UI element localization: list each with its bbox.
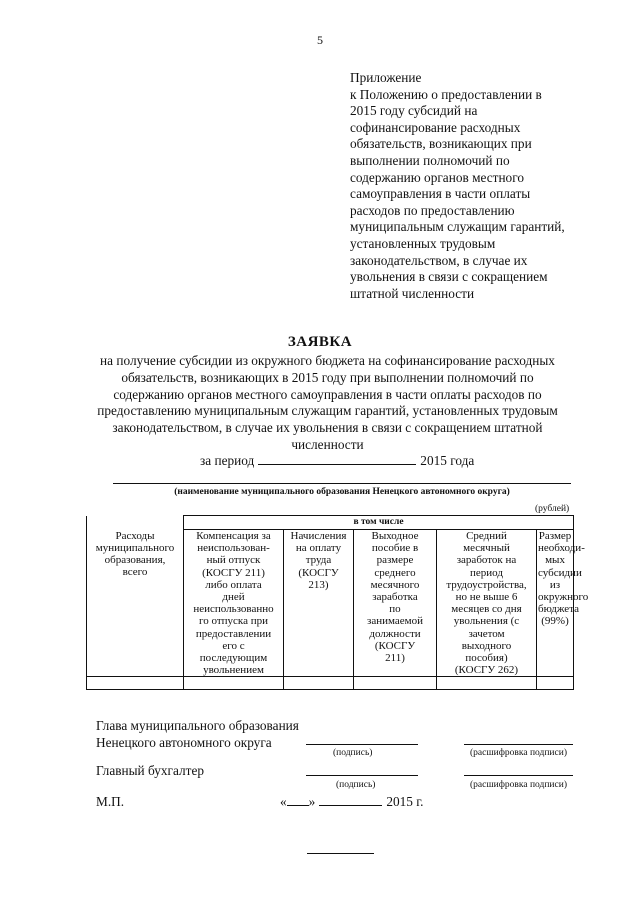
- header-line: пособие в: [371, 542, 419, 555]
- header-line: мых: [545, 554, 565, 567]
- header-line: субсидии: [538, 566, 582, 579]
- accountant-title: Главный бухгалтер: [96, 763, 205, 778]
- head-decoding-caption: (расшифровка подписи): [470, 748, 567, 758]
- header-line: (КОСГУ: [374, 639, 416, 652]
- header-line: Выходное: [371, 530, 419, 542]
- date-open-quote: «: [280, 794, 287, 809]
- header-line: (КОСГУ 262): [454, 664, 519, 677]
- date-field: [280, 793, 424, 810]
- column-header-subsidy-amount: [537, 530, 589, 677]
- table-cell[interactable]: [537, 677, 574, 690]
- subsidy-table: [86, 515, 589, 690]
- appendix-line: 2015 году субсидий на: [350, 103, 478, 119]
- header-line: месяцев со дня: [451, 603, 522, 616]
- request-line: предоставлению муниципальным служащим гарантий, установленных трудовым: [97, 403, 558, 419]
- accountant-signature-field[interactable]: [306, 775, 418, 776]
- header-line: необходи-: [538, 542, 585, 555]
- header-line: окружного: [538, 591, 589, 604]
- period-suffix: 2015 года: [420, 453, 475, 468]
- header-line: размере: [376, 554, 414, 567]
- table-cell: [87, 516, 184, 530]
- header-line: образования,: [104, 553, 166, 566]
- header-line: Расходы: [115, 529, 155, 542]
- header-line: по: [389, 603, 401, 616]
- date-day-blank[interactable]: [287, 793, 309, 806]
- header-line: из: [549, 578, 561, 591]
- date-month-blank[interactable]: [319, 793, 382, 806]
- header-line: 211): [385, 652, 405, 665]
- accountant-decoding-caption: (расшифровка подписи): [470, 780, 567, 790]
- accountant-signature-caption: (подпись): [336, 780, 376, 790]
- table-cell[interactable]: [437, 677, 537, 690]
- bottom-divider: [307, 853, 374, 854]
- appendix-line: обязательств, возникающих при: [350, 136, 532, 152]
- appendix-line: муниципальным служащим гарантий,: [350, 219, 565, 235]
- header-line: предоставлении: [195, 627, 272, 640]
- request-line: численности: [291, 436, 364, 452]
- table-header-row: [87, 530, 574, 677]
- header-line: период: [470, 566, 503, 579]
- header-line: выходного: [461, 639, 512, 652]
- request-line: содержанию органов местного самоуправления в части оплаты расходов по: [113, 386, 542, 402]
- header-line: увольнения (с: [453, 615, 520, 628]
- header-line: последующим: [199, 652, 268, 665]
- including-header: в том числе: [184, 516, 574, 530]
- header-line: занимаемой: [367, 615, 423, 628]
- header-line: го отпуска при: [198, 615, 268, 628]
- header-line: либо оплата: [205, 578, 262, 591]
- head-decoding-field[interactable]: [464, 744, 573, 745]
- head-title-line2: Ненецкого автономного округа: [96, 735, 272, 750]
- column-header-vacation-compensation: [184, 530, 284, 677]
- appendix-line: установленных трудовым: [350, 235, 496, 251]
- header-line: всего: [122, 566, 148, 579]
- appendix-line: к Положению о предоставлении в: [350, 86, 542, 102]
- seal-label: М.П.: [96, 794, 125, 809]
- header-line: Средний: [466, 530, 507, 542]
- header-line: неиспользованно: [193, 603, 274, 616]
- appendix-line: законодательством, в случае их: [350, 252, 528, 268]
- header-line: ный отпуск: [206, 554, 261, 567]
- request-line: обязательств, возникающих в 2015 году при выполнении полномочий по: [121, 369, 534, 385]
- header-line: труда: [305, 554, 332, 567]
- header-line: бюджета: [538, 603, 580, 616]
- appendix-line: штатной численности: [350, 285, 475, 301]
- appendix-block: [350, 70, 600, 302]
- column-header-severance-pay: [354, 530, 437, 677]
- units-label: (рублей): [535, 504, 570, 514]
- appendix-line: Приложение: [350, 70, 422, 85]
- appendix-line: содержанию органов местного: [350, 169, 524, 185]
- header-line: Размер: [538, 530, 572, 542]
- appendix-line: софинансирование расходных: [350, 119, 521, 135]
- head-title-line1: Глава муниципального образования: [96, 718, 299, 733]
- header-line: Начисления: [290, 530, 347, 542]
- appendix-line: самоуправления в части оплаты: [350, 186, 531, 202]
- column-header-total: [87, 530, 184, 677]
- table-cell[interactable]: [354, 677, 437, 690]
- period-prefix: за период: [200, 453, 255, 468]
- date-close-quote: »: [308, 794, 316, 809]
- header-line: зачетом: [468, 627, 505, 640]
- request-line: на получение субсидии из окружного бюджета на софинансирование расходных: [100, 353, 555, 368]
- header-line: (КОСГУ 211): [202, 566, 265, 579]
- request-description: [85, 353, 570, 454]
- header-line: увольнением: [203, 664, 264, 677]
- header-line: заработка: [372, 591, 418, 604]
- column-header-payroll-accruals: [284, 530, 354, 677]
- header-line: дней: [222, 591, 245, 604]
- header-line: 213): [308, 578, 329, 591]
- head-signature-caption: (подпись): [333, 748, 373, 758]
- header-line: неиспользован-: [197, 542, 270, 555]
- municipality-name-field[interactable]: [113, 483, 571, 484]
- header-line: (КОСГУ: [298, 566, 339, 579]
- head-signature-field[interactable]: [306, 744, 418, 745]
- period-line: [200, 452, 474, 469]
- accountant-decoding-field[interactable]: [464, 775, 573, 776]
- date-year: 2015 г.: [386, 794, 424, 809]
- request-title: ЗАЯВКА: [287, 334, 353, 350]
- table-cell[interactable]: [87, 677, 184, 690]
- header-line: его с: [222, 639, 245, 652]
- header-line: муниципального: [95, 541, 175, 554]
- header-line: месячный: [463, 542, 510, 555]
- table-subheader-row: [87, 516, 574, 530]
- request-line: законодательством, в случае их увольнения в связи с сокращением штатной: [112, 420, 543, 436]
- table-row: [87, 677, 574, 690]
- header-line: пособия): [465, 652, 508, 665]
- header-line: но не выше 6: [455, 591, 518, 604]
- period-blank-field[interactable]: [258, 452, 416, 465]
- appendix-line: увольнения в связи с сокращением: [350, 269, 548, 285]
- header-line: Компенсация за: [196, 530, 271, 542]
- municipality-caption: (наименование муниципального образования Ненецкого автономного округа): [174, 487, 510, 497]
- header-line: (99%): [541, 615, 569, 628]
- table-cell[interactable]: [284, 677, 354, 690]
- page-number: 5: [317, 33, 323, 47]
- table-cell[interactable]: [184, 677, 284, 690]
- header-line: должности: [369, 627, 421, 640]
- column-header-average-earnings: [437, 530, 537, 677]
- appendix-line: расходов по предоставлению: [350, 202, 515, 218]
- header-line: среднего: [374, 566, 416, 579]
- header-line: на оплату: [295, 542, 342, 555]
- header-line: заработок на: [456, 554, 517, 567]
- appendix-line: выполнении полномочий по: [350, 152, 510, 168]
- header-line: трудоустройства,: [446, 578, 527, 591]
- header-line: месячного: [370, 578, 420, 591]
